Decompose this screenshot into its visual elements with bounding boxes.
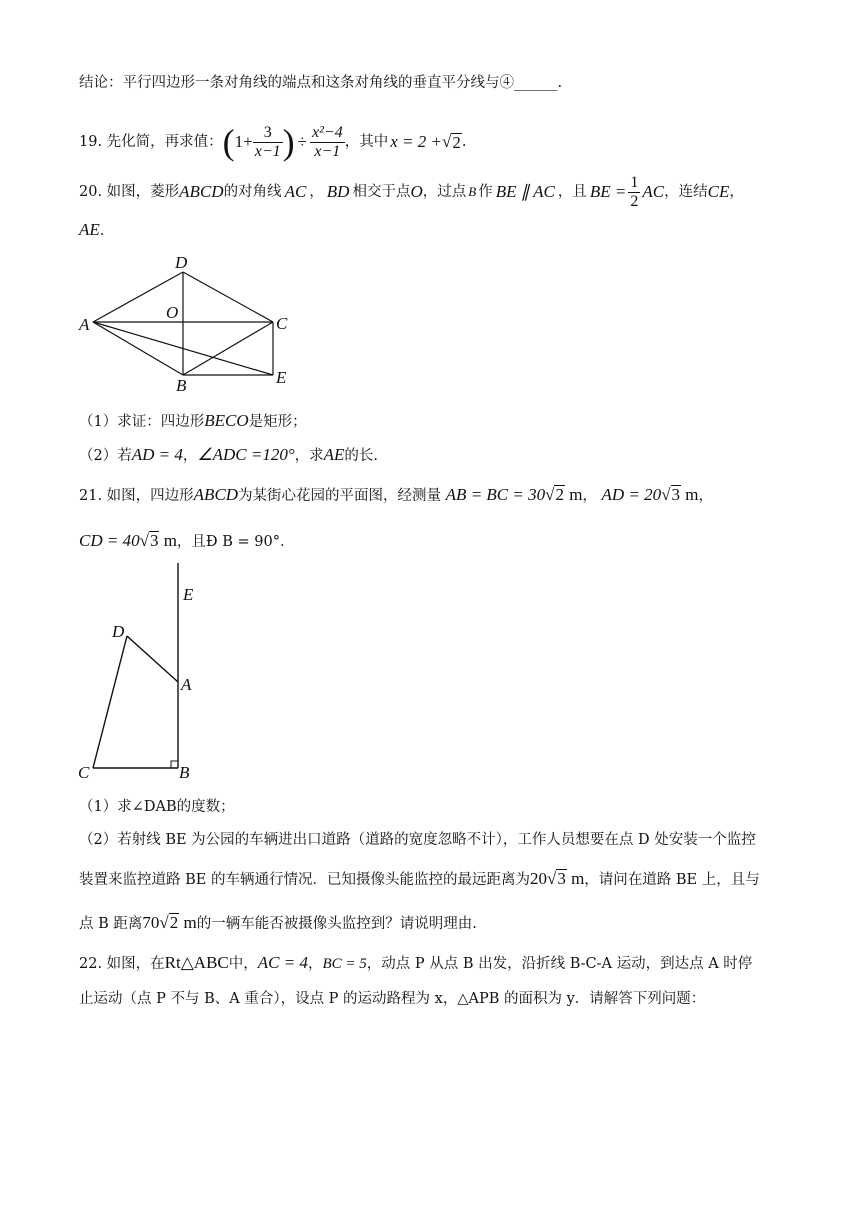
q20-ce: CE — [707, 182, 730, 201]
q20-half — [628, 174, 640, 211]
q20-ae: AE — [79, 220, 100, 239]
left-paren-icon: ( — [222, 122, 235, 162]
q20-sub1-text: （1）求证：四边形 — [79, 414, 205, 430]
conclusion-line — [79, 72, 562, 94]
right-paren-icon: ) — [282, 122, 295, 162]
question-21: 21. 如图，四边形ABCD为某街心花园的平面图，经测量 AB = BC = 30√2 m， AD = 20√3 m， — [79, 485, 714, 504]
q20-beco: BECO — [204, 411, 249, 430]
q20-half-num: 1 — [630, 173, 639, 191]
q21-sqrt3: 3 — [671, 485, 681, 504]
question-22 — [79, 952, 752, 975]
label-c2: C — [78, 763, 90, 782]
q21-ab-eq: AB = BC = 30 — [445, 485, 546, 504]
q22-text-a: 22. 如图，在 — [79, 956, 165, 972]
question-20 — [79, 175, 744, 209]
conclusion-text: 结论：平行四边形一条对角线的端点和这条对角线的垂直平分线与④______. — [79, 75, 563, 91]
label-a: A — [79, 315, 90, 334]
question-19 — [79, 120, 466, 164]
q19-frac1-num: 3 — [253, 124, 283, 143]
q20-text-b: 的对角线 — [223, 184, 282, 200]
q21-sub1-text: （1）求∠DAB的度数； — [79, 799, 235, 815]
q22-text-b: 中， — [228, 956, 258, 972]
q20-comma: ， — [309, 184, 324, 200]
q21-sub2-line1: （2）若射线 BE 为公园的车辆进出口道路（道路的宽度忽略不计），工作人员想要在点 D 处安装一个监控 — [79, 832, 756, 848]
q20-text-c: 相交于点 — [352, 184, 411, 200]
q21-sub2-line3b: 的一辆车能否被摄像头监控到？请说明理由. — [196, 916, 477, 932]
q20-period: . — [99, 223, 105, 239]
q19-frac2-num: x²−4 — [312, 123, 343, 141]
q21-text-b2: ，且Ð B = 90°． — [176, 534, 295, 550]
q21-cam-unit: m — [566, 869, 585, 888]
q21-comma: ， — [582, 488, 597, 504]
sqrt-icon: √ — [441, 132, 452, 151]
q21-cam-sqrt: 3 — [557, 869, 566, 888]
q20-sub2-comma: ， — [182, 448, 198, 464]
q20-text-g: ，连结 — [664, 184, 708, 200]
q20-ac-2: AC — [642, 182, 665, 201]
q20-ae-2: AE — [323, 445, 345, 464]
q20-bd: BD — [326, 182, 350, 201]
label-c: C — [276, 314, 288, 333]
q21-sub2-line2a: 装置来监控道路 BE 的车辆通行情况．已知摄像头能监控的最远距离为 — [79, 872, 530, 888]
q19-frac2-den: x−1 — [314, 142, 341, 160]
label-d2: D — [112, 622, 125, 641]
q21-dist: 70 — [142, 913, 160, 932]
q21-sqrt2: 2 — [555, 485, 564, 504]
q21-ad-eq: AD = 20 — [601, 485, 662, 504]
q21-sub-2-line-2: 装置来监控道路 BE 的车辆通行情况．已知摄像头能监控的最远距离为20√3 m，请问在道路 BE 上，且与 — [79, 869, 760, 888]
q22-text-d: ，动点 P 从点 B 出发，沿折线 B-C-A 运动，到达点 A 时停 — [366, 956, 753, 972]
q19-frac1-den: x−1 — [254, 142, 281, 160]
label-e2: E — [183, 585, 194, 604]
q20-ac: AC — [284, 182, 307, 201]
q19-value: x = 2 + — [390, 132, 442, 151]
label-d: D — [175, 253, 188, 272]
q20-sub2-text: （2）若 — [79, 448, 132, 464]
q19-fraction-1 — [253, 124, 283, 161]
q22-line-2 — [79, 988, 705, 1010]
q20-text-h: ， — [729, 184, 744, 200]
q19-fraction-2 — [310, 124, 345, 161]
q19-where: ，其中 — [344, 134, 389, 150]
q21-cd-eq: CD = 40 — [79, 531, 140, 550]
q22-rt: Rt△ABC — [164, 953, 229, 972]
q20-text-d: ，过点 — [422, 184, 467, 200]
q21-comma-2: ， — [698, 488, 714, 504]
label-b2: B — [179, 763, 190, 782]
q20-sub-2 — [79, 444, 378, 467]
q19-sqrt-value: 2 — [452, 132, 461, 152]
q20-sub2-ask: ，求 — [294, 448, 324, 464]
q21-text-b: 为某街心花园的平面图，经测量 — [238, 488, 442, 504]
q21-unit-1: m — [564, 485, 583, 504]
q19-one-plus: 1+ — [234, 132, 253, 151]
q20-line-2 — [79, 219, 104, 242]
q22-bc5: BC = 5 — [322, 956, 367, 972]
label-o: O — [166, 303, 179, 322]
q21-unit-2: m — [681, 485, 699, 504]
q21-line-2: CD = 40√3 m，且Ð B = 90°． — [79, 531, 295, 550]
q21-sub-2-line-3: 点 B 距离70√2 m的一辆车能否被摄像头监控到？请说明理由. — [79, 913, 477, 932]
q20-o: O — [410, 182, 423, 201]
q19-prefix: 19. 先化简，再求值： — [79, 134, 223, 150]
label-e: E — [276, 368, 287, 387]
q21-abcd: ABCD — [193, 485, 239, 504]
q20-sub1-tail: 是矩形； — [248, 414, 307, 430]
q21-dist-sqrt: 2 — [169, 913, 179, 932]
q20-be-parallel-ac: BE ∥ AC — [495, 182, 555, 201]
q20-sub2-tail: 的长. — [344, 448, 379, 464]
q22-text-l2: 止运动（点 P 不与 B、A 重合），设点 P 的运动路程为 x，△APB 的面积为 y．请解答下列问题： — [79, 991, 706, 1007]
q22-ac4: AC = 4 — [257, 953, 308, 972]
q21-cam-dist: 20 — [529, 869, 547, 888]
label-a2: A — [181, 675, 192, 694]
q20-be-eq: BE = — [589, 182, 627, 201]
q20-half-den: 2 — [630, 192, 639, 210]
q21-unit-3: m — [159, 531, 177, 550]
q20-b: B — [468, 184, 477, 199]
q20-adc: ∠ADC =120° — [197, 445, 295, 464]
q21-sub-1 — [79, 796, 235, 818]
q21-sub2-line3a: 点 B 距离 — [79, 916, 143, 932]
q21-text-a: 21. 如图，四边形 — [79, 488, 194, 504]
q20-ad4: AD = 4 — [131, 445, 183, 464]
label-b: B — [176, 376, 187, 395]
q21-sub-2 — [79, 829, 756, 851]
q21-dist-unit: m — [179, 913, 197, 932]
q20-text-e: 作 — [478, 184, 493, 200]
q20-sub-1 — [79, 410, 307, 433]
q20-text-f: ，且 — [557, 184, 587, 200]
q21-sqrt3b: 3 — [149, 531, 159, 550]
q20-abcd: ABCD — [179, 182, 224, 201]
q22-comma: ， — [307, 956, 323, 972]
q19-divide: ÷ — [297, 132, 308, 151]
q20-text-a: 20. 如图，菱形 — [79, 184, 180, 200]
q21-sub2-line2b: ，请问在道路 BE 上，且与 — [584, 872, 760, 888]
q19-end: . — [461, 134, 467, 150]
